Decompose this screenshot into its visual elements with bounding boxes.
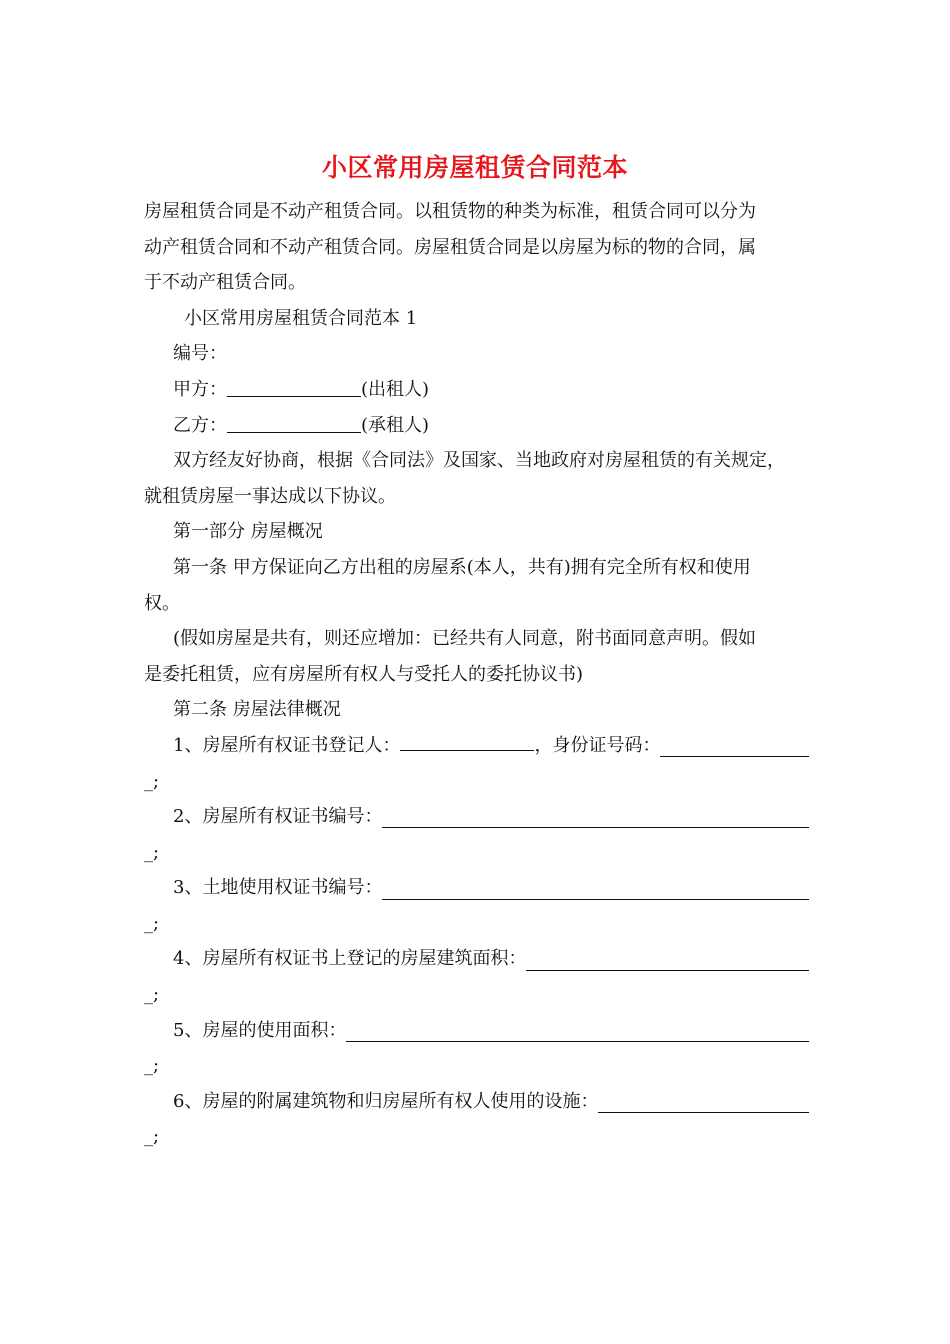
contract-number-label: 编号： bbox=[173, 343, 227, 365]
item-1-line bbox=[144, 728, 809, 764]
certificate-number-blank[interactable] bbox=[382, 809, 809, 828]
article-one-line-2: 权。 bbox=[144, 592, 180, 614]
item-4-line bbox=[144, 941, 809, 977]
party-a-role: (出租人) bbox=[361, 378, 430, 400]
land-certificate-blank[interactable] bbox=[382, 881, 809, 900]
intro-line-2: 动产租赁合同和不动产租赁合同。房屋租赁合同是以房屋为标的物的合同，属 bbox=[144, 236, 756, 258]
part-one-heading: 第一部分 房屋概况 bbox=[173, 521, 323, 543]
party-b-role: (承租人) bbox=[361, 414, 430, 436]
item-1-label: 1、房屋所有权证书登记人： bbox=[173, 734, 401, 756]
building-area-blank[interactable] bbox=[526, 952, 809, 971]
party-a-label: 甲方： bbox=[173, 378, 227, 400]
article-one-line-1: 第一条 甲方保证向乙方出租的房屋系(本人，共有)拥有完全所有权和使用 bbox=[173, 556, 751, 578]
item-3-tail: _; bbox=[144, 912, 160, 934]
item-5-line bbox=[144, 1013, 809, 1049]
item-2-label: 2、房屋所有权证书编号： bbox=[173, 806, 383, 828]
document-body bbox=[144, 194, 809, 1155]
party-b-label: 乙方： bbox=[173, 414, 227, 436]
id-number-blank[interactable] bbox=[660, 738, 809, 757]
contract-subtitle: 小区常用房屋租赁合同范本 1 bbox=[184, 307, 418, 329]
intro-line-3: 于不动产租赁合同。 bbox=[144, 272, 306, 294]
item-4-tail: _; bbox=[144, 984, 160, 1006]
item-6-line bbox=[144, 1084, 809, 1120]
intro-line-1: 房屋租赁合同是不动产租赁合同。以租赁物的种类为标准，租赁合同可以分为 bbox=[144, 201, 756, 222]
party-a-line bbox=[144, 372, 809, 408]
item-6-tail: _; bbox=[144, 1126, 160, 1148]
document-title: 小区常用房屋租赁合同范本 bbox=[321, 153, 628, 182]
party-a-blank[interactable] bbox=[227, 378, 361, 397]
usable-area-blank[interactable] bbox=[346, 1023, 809, 1042]
article-two-heading: 第二条 房屋法律概况 bbox=[173, 699, 341, 721]
preamble-line-1: 双方经友好协商，根据《合同法》及国家、当地政府对房屋租赁的有关规定， bbox=[173, 450, 785, 472]
registrant-blank[interactable] bbox=[400, 732, 534, 751]
item-1-id-label: ，身份证号码： bbox=[534, 734, 661, 756]
item-5-tail: _; bbox=[144, 1055, 160, 1077]
facilities-blank[interactable] bbox=[598, 1094, 809, 1113]
note-line-1: (假如房屋是共有，则还应增加：已经共有人同意，附书面同意声明。假如 bbox=[173, 628, 757, 650]
item-3-line bbox=[144, 870, 809, 906]
item-4-label: 4、房屋所有权证书上登记的房屋建筑面积： bbox=[173, 948, 527, 970]
item-1-tail: _; bbox=[144, 770, 160, 792]
item-2-tail: _; bbox=[144, 841, 160, 863]
party-b-blank[interactable] bbox=[227, 414, 361, 433]
item-5-label: 5、房屋的使用面积： bbox=[173, 1019, 347, 1041]
item-3-label: 3、土地使用权证书编号： bbox=[173, 877, 383, 899]
party-b-line bbox=[144, 408, 809, 444]
item-2-line bbox=[144, 799, 809, 835]
preamble-line-2: 就租赁房屋一事达成以下协议。 bbox=[144, 485, 396, 507]
note-line-2: 是委托租赁，应有房屋所有权人与受托人的委托协议书) bbox=[144, 663, 584, 685]
item-6-label: 6、房屋的附属建筑物和归房屋所有权人使用的设施： bbox=[173, 1090, 599, 1112]
